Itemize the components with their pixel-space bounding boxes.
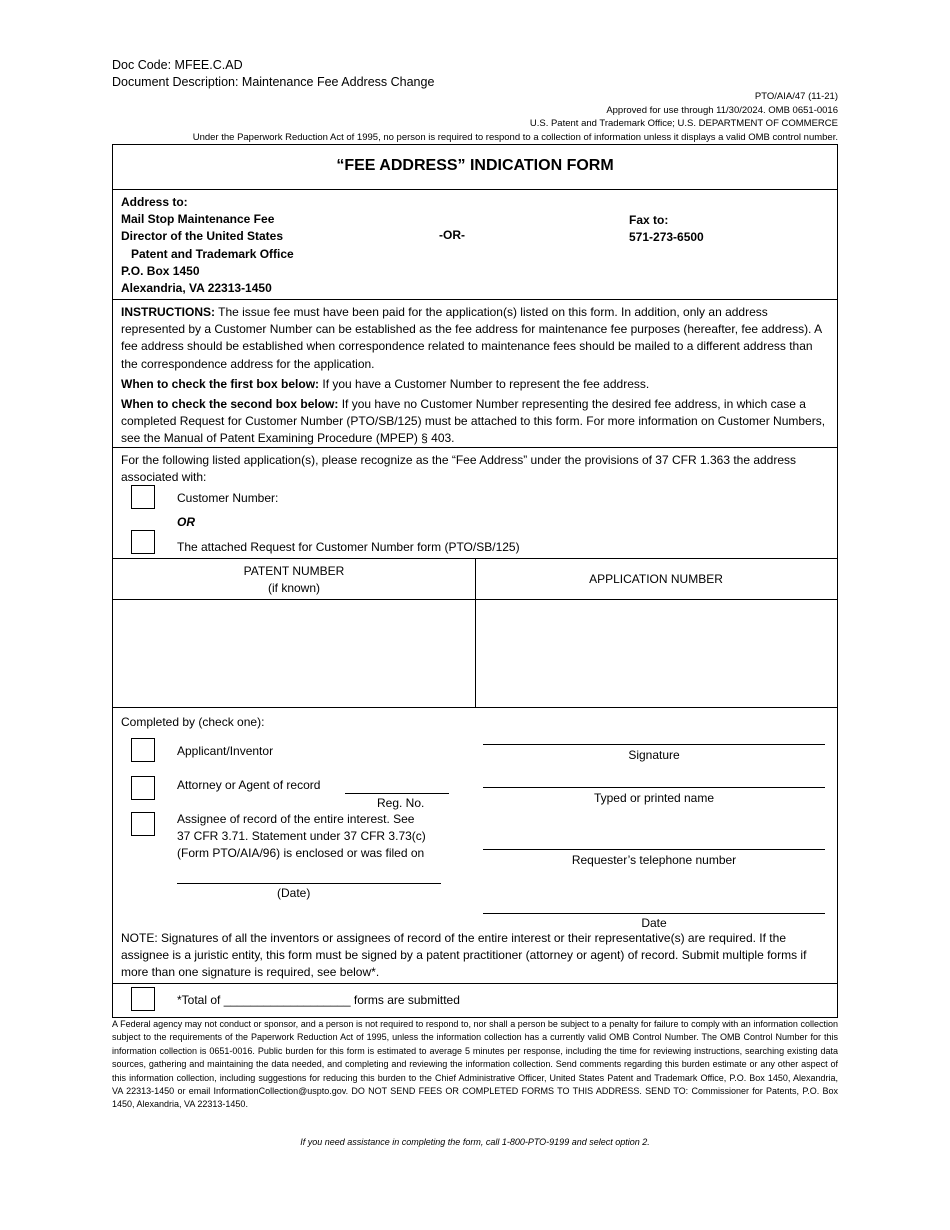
typed-name-label: Typed or printed name xyxy=(593,791,715,805)
assignee-line: Assignee of record of the entire interest. See xyxy=(177,812,415,826)
or-separator: -OR- xyxy=(439,228,465,242)
address-line: Mail Stop Maintenance Fee xyxy=(121,212,275,227)
signature-line[interactable] xyxy=(483,744,825,745)
recognize-text: For the following listed application(s), please recognize as the “Fee Address” under the provisions of 37 CFR 1.363 the address associated with: xyxy=(121,453,797,485)
number-header-row xyxy=(113,558,837,599)
second-box-text: If you have no Customer Number representing the desired fee address, in which case a completed Request for Customer Number (PTO/SB/125) must be attached to this form. For more information on Customer Numbers, see the Manual of Patent Examining Procedure (MPEP) § 403. xyxy=(121,397,826,446)
doc-header-left xyxy=(112,57,434,91)
doc-code: Doc Code: MFEE.C.AD xyxy=(112,58,243,72)
telephone-label: Requester’s telephone number xyxy=(571,853,737,867)
total-prefix: *Total of xyxy=(177,993,221,1007)
form-title: “FEE ADDRESS” INDICATION FORM xyxy=(336,157,614,174)
total-count-field[interactable]: ___________________ xyxy=(223,993,351,1007)
attorney-label: Attorney or Agent of record xyxy=(177,778,321,792)
instructions-text: The issue fee must have been paid for the application(s) listed on this form. In addition, only an address represented by a Customer Number can be established as the fee address for maintenance fee purposes (hereafter, fee address). A fee address should be established when correspondence related to maintenance fees should be mailed to a different address than the correspondence address for the application. xyxy=(121,305,822,371)
instructions-row xyxy=(113,299,837,447)
address-line: Alexandria, VA 22313-1450 xyxy=(121,281,272,296)
completed-by-label: Completed by (check one): xyxy=(121,715,265,729)
number-entry-row xyxy=(113,599,837,707)
patent-number-title: PATENT NUMBER xyxy=(243,564,345,578)
form-title-row xyxy=(113,145,837,189)
applicant-checkbox[interactable] xyxy=(131,738,155,762)
total-forms-text xyxy=(177,992,460,1009)
signature-label: Signature xyxy=(628,748,680,762)
total-suffix: forms are submitted xyxy=(353,993,460,1007)
agency-line: U.S. Patent and Trademark Office; U.S. DEPARTMENT OF COMMERCE xyxy=(529,118,838,129)
customer-number-label: Customer Number: xyxy=(177,491,279,505)
attached-request-checkbox[interactable] xyxy=(131,530,155,554)
doc-header-right xyxy=(193,90,838,144)
address-label: Address to: xyxy=(121,195,188,209)
date-label: Date xyxy=(641,916,667,930)
pra-notice: Under the Paperwork Reduction Act of 1995, no person is required to respond to a collection of information unless it displays a valid OMB control number. xyxy=(192,131,838,143)
application-number-field[interactable] xyxy=(476,600,837,707)
burden-statement: A Federal agency may not conduct or sponsor, and a person is not required to respond to, nor shall a person be subject to a penalty for failure to comply with an information collection subject to the requirements of the Paperwork Reduction Act of 1995, unless the information collection has a currently valid OMB Control Number. The OMB Control Number for this information collection is 0651-0016. Public burden for this form is estimated to average 5 minutes per response, including the time for reviewing instructions, searching existing data sources, gathering and maintaining the data needed, and completing and reviewing the information collection. Send comments regarding this burden estimate or any other aspect of this information collection, including suggestions for reducing this burden to the Chief Administrative Officer, United States Patent and Trademark Office, P.O. Box 1450, Alexandria, VA 22313-1450 or email InformationCollection@uspto.gov. DO NOT SEND FEES OR COMPLETED FORMS TO THIS ADDRESS. SEND TO: Commissioner for Patents, P.O. Box 1450, Alexandria, VA 22313-1450. xyxy=(112,1019,838,1110)
typed-name-line[interactable] xyxy=(483,787,825,788)
fee-address-form xyxy=(112,144,838,1018)
fax-number: 571-273-6500 xyxy=(629,230,704,245)
reg-no-line[interactable] xyxy=(345,793,449,794)
applicant-label: Applicant/Inventor xyxy=(177,744,274,758)
instructions-lead: INSTRUCTIONS: xyxy=(121,305,215,319)
reg-no-label: Reg. No. xyxy=(377,796,425,810)
first-box-lead: When to check the first box below: xyxy=(121,376,320,391)
attached-request-label: The attached Request for Customer Number form (PTO/SB/125) xyxy=(177,540,520,554)
assignee-line: 37 CFR 3.71. Statement under 37 CFR 3.73(c) xyxy=(177,829,426,843)
address-line: P.O. Box 1450 xyxy=(121,263,200,278)
signature-note: NOTE: Signatures of all the inventors or assignees of record of the entire interest or their representative(s) are required. If the assignee is a juristic entity, this form must be signed by a patent practitioner (attorney or agent) of record. Submit multiple forms if more than one signature is required, see below*. xyxy=(121,931,807,979)
second-box-lead: When to check the second box below: xyxy=(121,397,339,412)
patent-number-header xyxy=(113,563,475,597)
omb-approval: Approved for use through 11/30/2024. OMB 0651-0016 xyxy=(606,104,838,116)
mailing-address xyxy=(121,194,294,297)
assignee-line: (Form PTO/AIA/96) is enclosed or was filed on xyxy=(177,846,425,860)
assignee-text xyxy=(177,811,426,862)
customer-number-checkbox[interactable] xyxy=(131,485,155,509)
address-line: Director of the United States xyxy=(121,229,284,244)
doc-description: Document Description: Maintenance Fee Address Change xyxy=(112,75,435,89)
application-number-header: APPLICATION NUMBER xyxy=(589,572,723,586)
assignee-checkbox[interactable] xyxy=(131,812,155,836)
date-paren-label: (Date) xyxy=(277,886,311,900)
address-row xyxy=(113,189,837,299)
fee-address-choice-row xyxy=(113,447,837,558)
attorney-checkbox[interactable] xyxy=(131,776,155,800)
telephone-line[interactable] xyxy=(483,849,825,850)
assignee-date-line[interactable] xyxy=(177,883,441,884)
assistance-note: If you need assistance in completing the form, call 1-800-PTO-9199 and select option 2. xyxy=(300,1137,650,1147)
patent-number-field[interactable] xyxy=(113,600,475,707)
total-forms-checkbox[interactable] xyxy=(131,987,155,1011)
fax-block xyxy=(629,212,704,246)
instructions xyxy=(121,304,829,451)
or-label: OR xyxy=(177,515,195,529)
completed-by-row xyxy=(113,707,837,983)
first-box-text: If you have a Customer Number to represent the fee address. xyxy=(319,376,650,391)
patent-number-subtitle: (if known) xyxy=(267,581,320,595)
form-number: PTO/AIA/47 (11-21) xyxy=(754,91,838,102)
total-forms-row xyxy=(113,983,837,1017)
date-line[interactable] xyxy=(483,913,825,914)
address-line: Patent and Trademark Office xyxy=(131,246,294,261)
fax-label: Fax to: xyxy=(629,213,669,227)
